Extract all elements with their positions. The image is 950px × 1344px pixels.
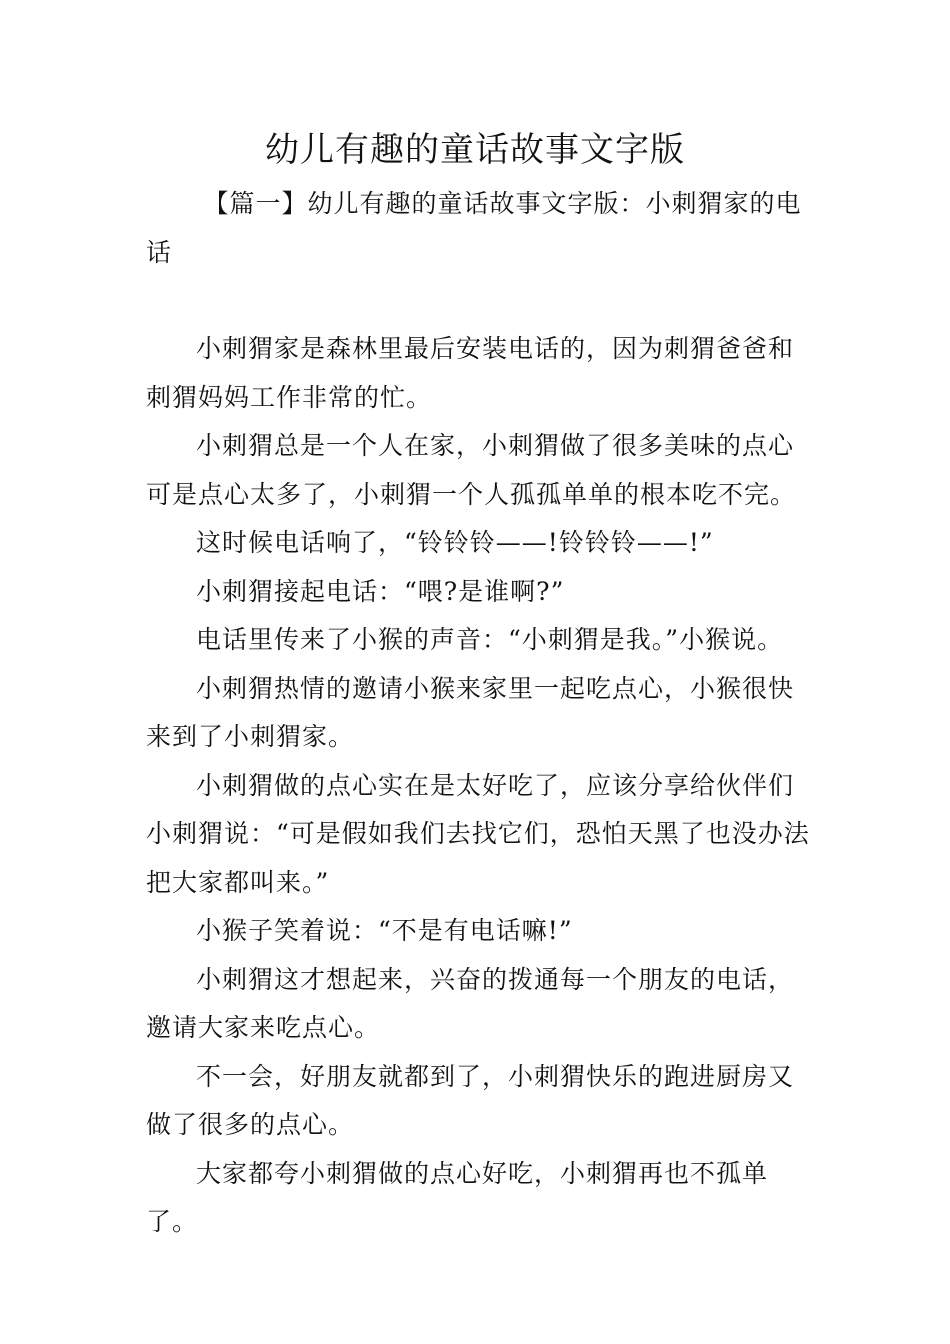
paragraph: 小刺猬总是一个人在家，小刺猬做了很多美味的点心可是点心太多了，小刺猬一个人孤孤单单的根本吃不完。 — [146, 431, 797, 509]
paragraph: 这时候电话响了，“铃铃铃——!铃铃铃——!” — [196, 528, 714, 557]
document-body — [146, 180, 810, 1247]
document-title: 幼儿有趣的童话故事文字版 — [265, 130, 685, 170]
paragraph: 小刺猬这才想起来，兴奋的拨通每一个朋友的电话，邀请大家来吃点心。 — [146, 964, 795, 1042]
paragraph: 小刺猬热情的邀请小猴来家里一起吃点心，小猴很快来到了小刺猬家。 — [146, 673, 795, 751]
section-heading: 【篇一】幼儿有趣的童话故事文字版：小刺猬家的电话 — [146, 189, 802, 267]
paragraph: 小猴子笑着说：“不是有电话嘛!” — [196, 916, 573, 945]
paragraph: 电话里传来了小猴的声音：“小刺猬是我。”小猴说。 — [196, 625, 784, 654]
paragraph: 小刺猬做的点心实在是太好吃了，应该分享给伙伴们小刺猬说：“可是假如我们去找它们，恐怕天黑了也没办法把大家都叫来。” — [146, 770, 810, 897]
paragraph: 大家都夸小刺猬做的点心好吃，小刺猬再也不孤单了。 — [146, 1158, 769, 1236]
paragraph: 小刺猬家是森林里最后安装电话的，因为刺猬爸爸和刺猬妈妈工作非常的忙。 — [146, 334, 795, 412]
paragraph: 小刺猬接起电话：“喂?是谁啊?” — [196, 576, 565, 606]
paragraph: 不一会，好朋友就都到了，小刺猬快乐的跑进厨房又做了很多的点心。 — [146, 1061, 795, 1139]
